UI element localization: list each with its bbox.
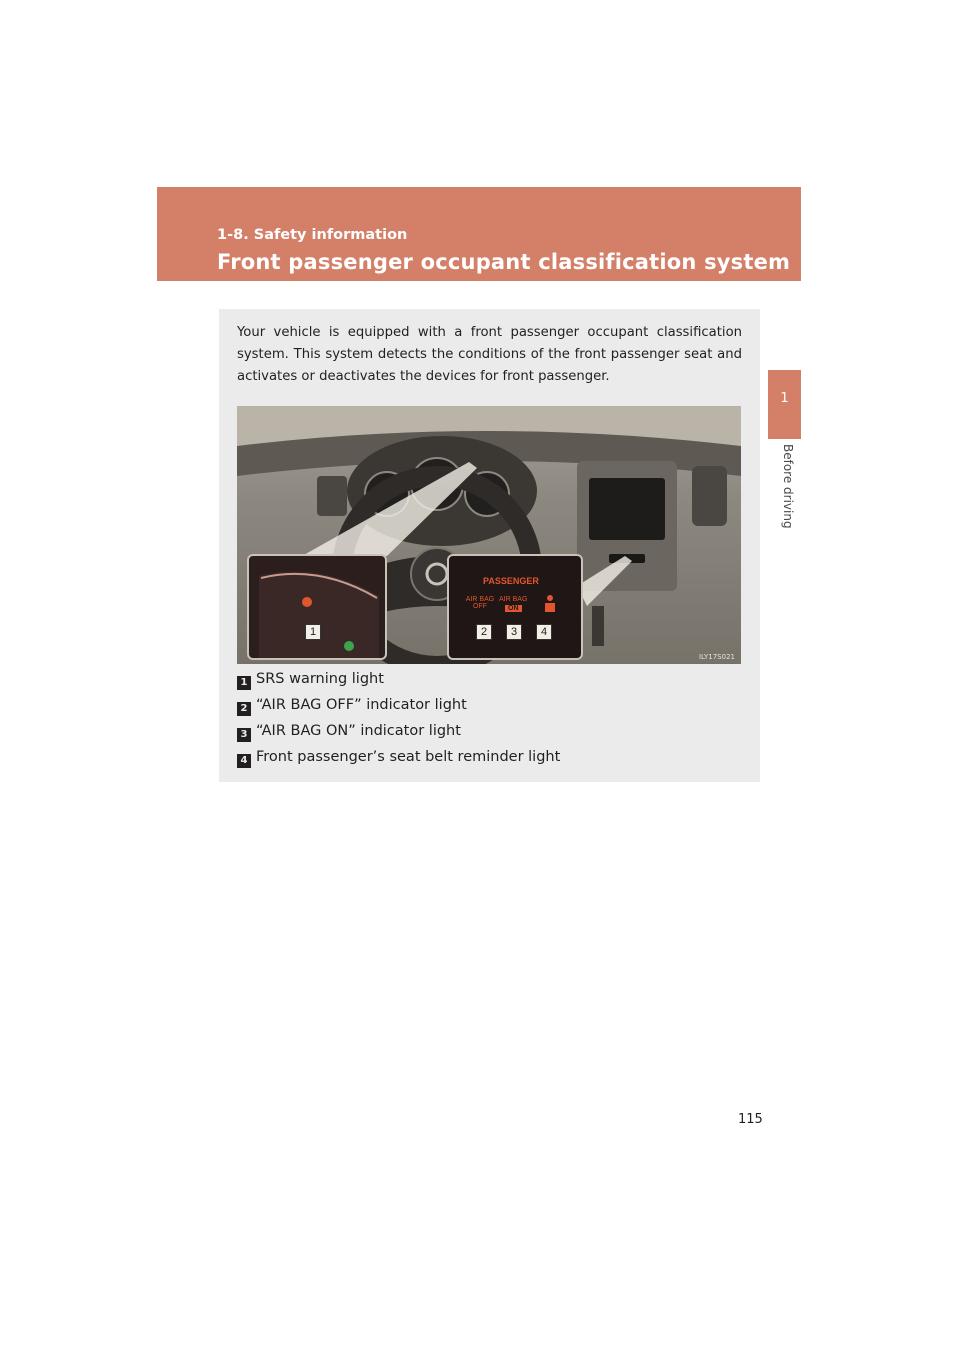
airbag-off-label: AIR BAG OFF (465, 596, 495, 610)
airbag-on-top-label: AIR BAG (499, 596, 528, 603)
page-number: 115 (738, 1112, 763, 1127)
callout-badge-3: 3 (506, 624, 522, 640)
chapter-tab[interactable] (768, 370, 801, 439)
seatbelt-reminder-icon (541, 594, 559, 616)
content-box (219, 309, 760, 782)
legend-badge: 4 (237, 754, 251, 768)
srs-inset-svg (249, 556, 385, 658)
chapter-label (767, 444, 803, 544)
legend-text: “AIR BAG ON” indicator light (256, 723, 461, 739)
shift-lever (592, 606, 604, 646)
airbag-on-label: ON (505, 605, 522, 612)
page-title: Front passenger occupant classification system (217, 250, 791, 274)
callout-badge-4: 4 (536, 624, 552, 640)
gauge-hood (259, 572, 379, 659)
legend-text: SRS warning light (256, 671, 384, 687)
legend-text: “AIR BAG OFF” indicator light (256, 697, 467, 713)
right-vent (692, 466, 727, 526)
legend-badge: 1 (237, 676, 251, 690)
srs-warning-icon (302, 597, 312, 607)
park-indicator-icon (344, 641, 354, 651)
legend-badge: 2 (237, 702, 251, 716)
legend-text: Front passenger’s seat belt reminder light (256, 749, 561, 765)
callout-badge-2: 2 (476, 624, 492, 640)
section-label: 1-8. Safety information (217, 227, 408, 243)
chapter-number: 1 (780, 391, 789, 406)
callout-badge-1: 1 (305, 624, 321, 640)
intro-paragraph: Your vehicle is equipped with a front passenger occupant classification system. This system detects the conditions of the front passenger seat and activates or deactivates the devices for front passenger. (237, 325, 742, 384)
left-vent (317, 476, 347, 516)
srs-inset (247, 554, 387, 660)
passenger-label: PASSENGER (483, 576, 539, 586)
legend-badge: 3 (237, 728, 251, 742)
passenger-panel-inset (447, 554, 583, 660)
dashboard-illustration (237, 406, 741, 664)
figure-code: ILY17S021 (698, 653, 735, 661)
chapter-label-text: Before driving (781, 444, 795, 529)
header-band (157, 187, 801, 281)
center-display (589, 478, 665, 540)
